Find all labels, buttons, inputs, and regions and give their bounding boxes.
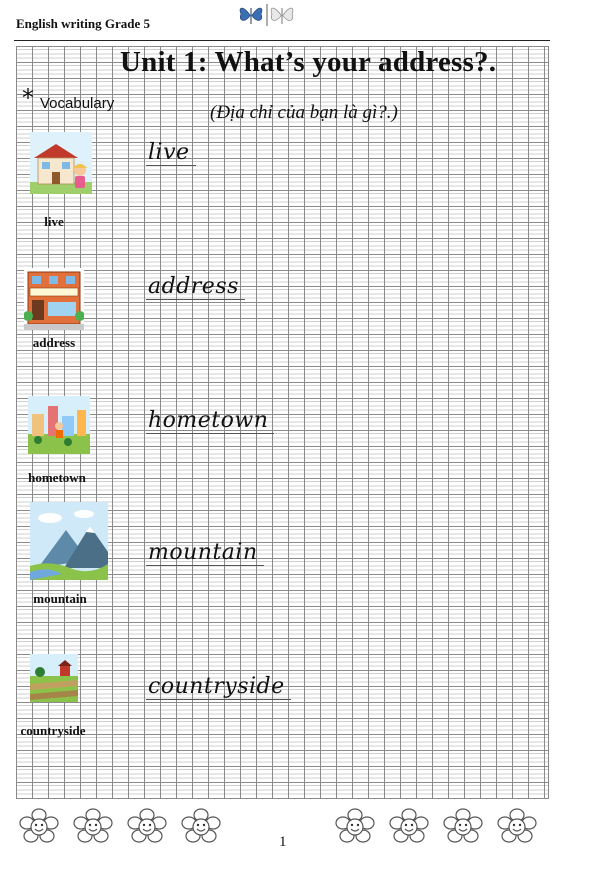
shop-building-icon <box>24 268 84 330</box>
word-label: address <box>32 335 76 350</box>
unit-title: Unit 1: What’s your address?. <box>120 46 497 78</box>
cartoon-flower-icon <box>16 806 62 850</box>
word-label: mountain <box>33 591 87 606</box>
practice-word: address <box>146 274 245 300</box>
cartoon-flower-icon <box>178 806 224 850</box>
cartoon-flower-icon <box>70 806 116 850</box>
practice-word: countryside <box>146 674 291 700</box>
farmland-icon <box>30 654 78 702</box>
vocabulary-heading: Vocabulary <box>40 95 115 112</box>
mountain-icon <box>30 502 108 580</box>
vocabulary-bullet: * <box>22 84 34 112</box>
page-number: 1 <box>279 834 287 850</box>
cartoon-flower-icon <box>440 806 486 850</box>
cartoon-flower-icon <box>332 806 378 850</box>
cartoon-flower-icon <box>124 806 170 850</box>
word-label: live <box>44 214 64 229</box>
word-label: hometown <box>28 470 86 485</box>
word-label: countryside <box>20 723 86 738</box>
practice-word: hometown <box>146 408 274 434</box>
footer-flowers-right <box>332 806 540 850</box>
cartoon-flower-icon <box>386 806 432 850</box>
unit-subtitle: (Địa chỉ của bạn là gì?.) <box>210 102 398 123</box>
header-divider <box>14 40 550 41</box>
practice-word: live <box>146 140 196 166</box>
header-title: English writing Grade 5 <box>16 16 150 31</box>
town-icon <box>28 396 90 454</box>
footer-flowers-left <box>16 806 224 850</box>
butterfly-logo-icon <box>236 2 298 28</box>
house-girl-icon <box>30 132 92 194</box>
practice-word: mountain <box>146 540 264 566</box>
cartoon-flower-icon <box>494 806 540 850</box>
